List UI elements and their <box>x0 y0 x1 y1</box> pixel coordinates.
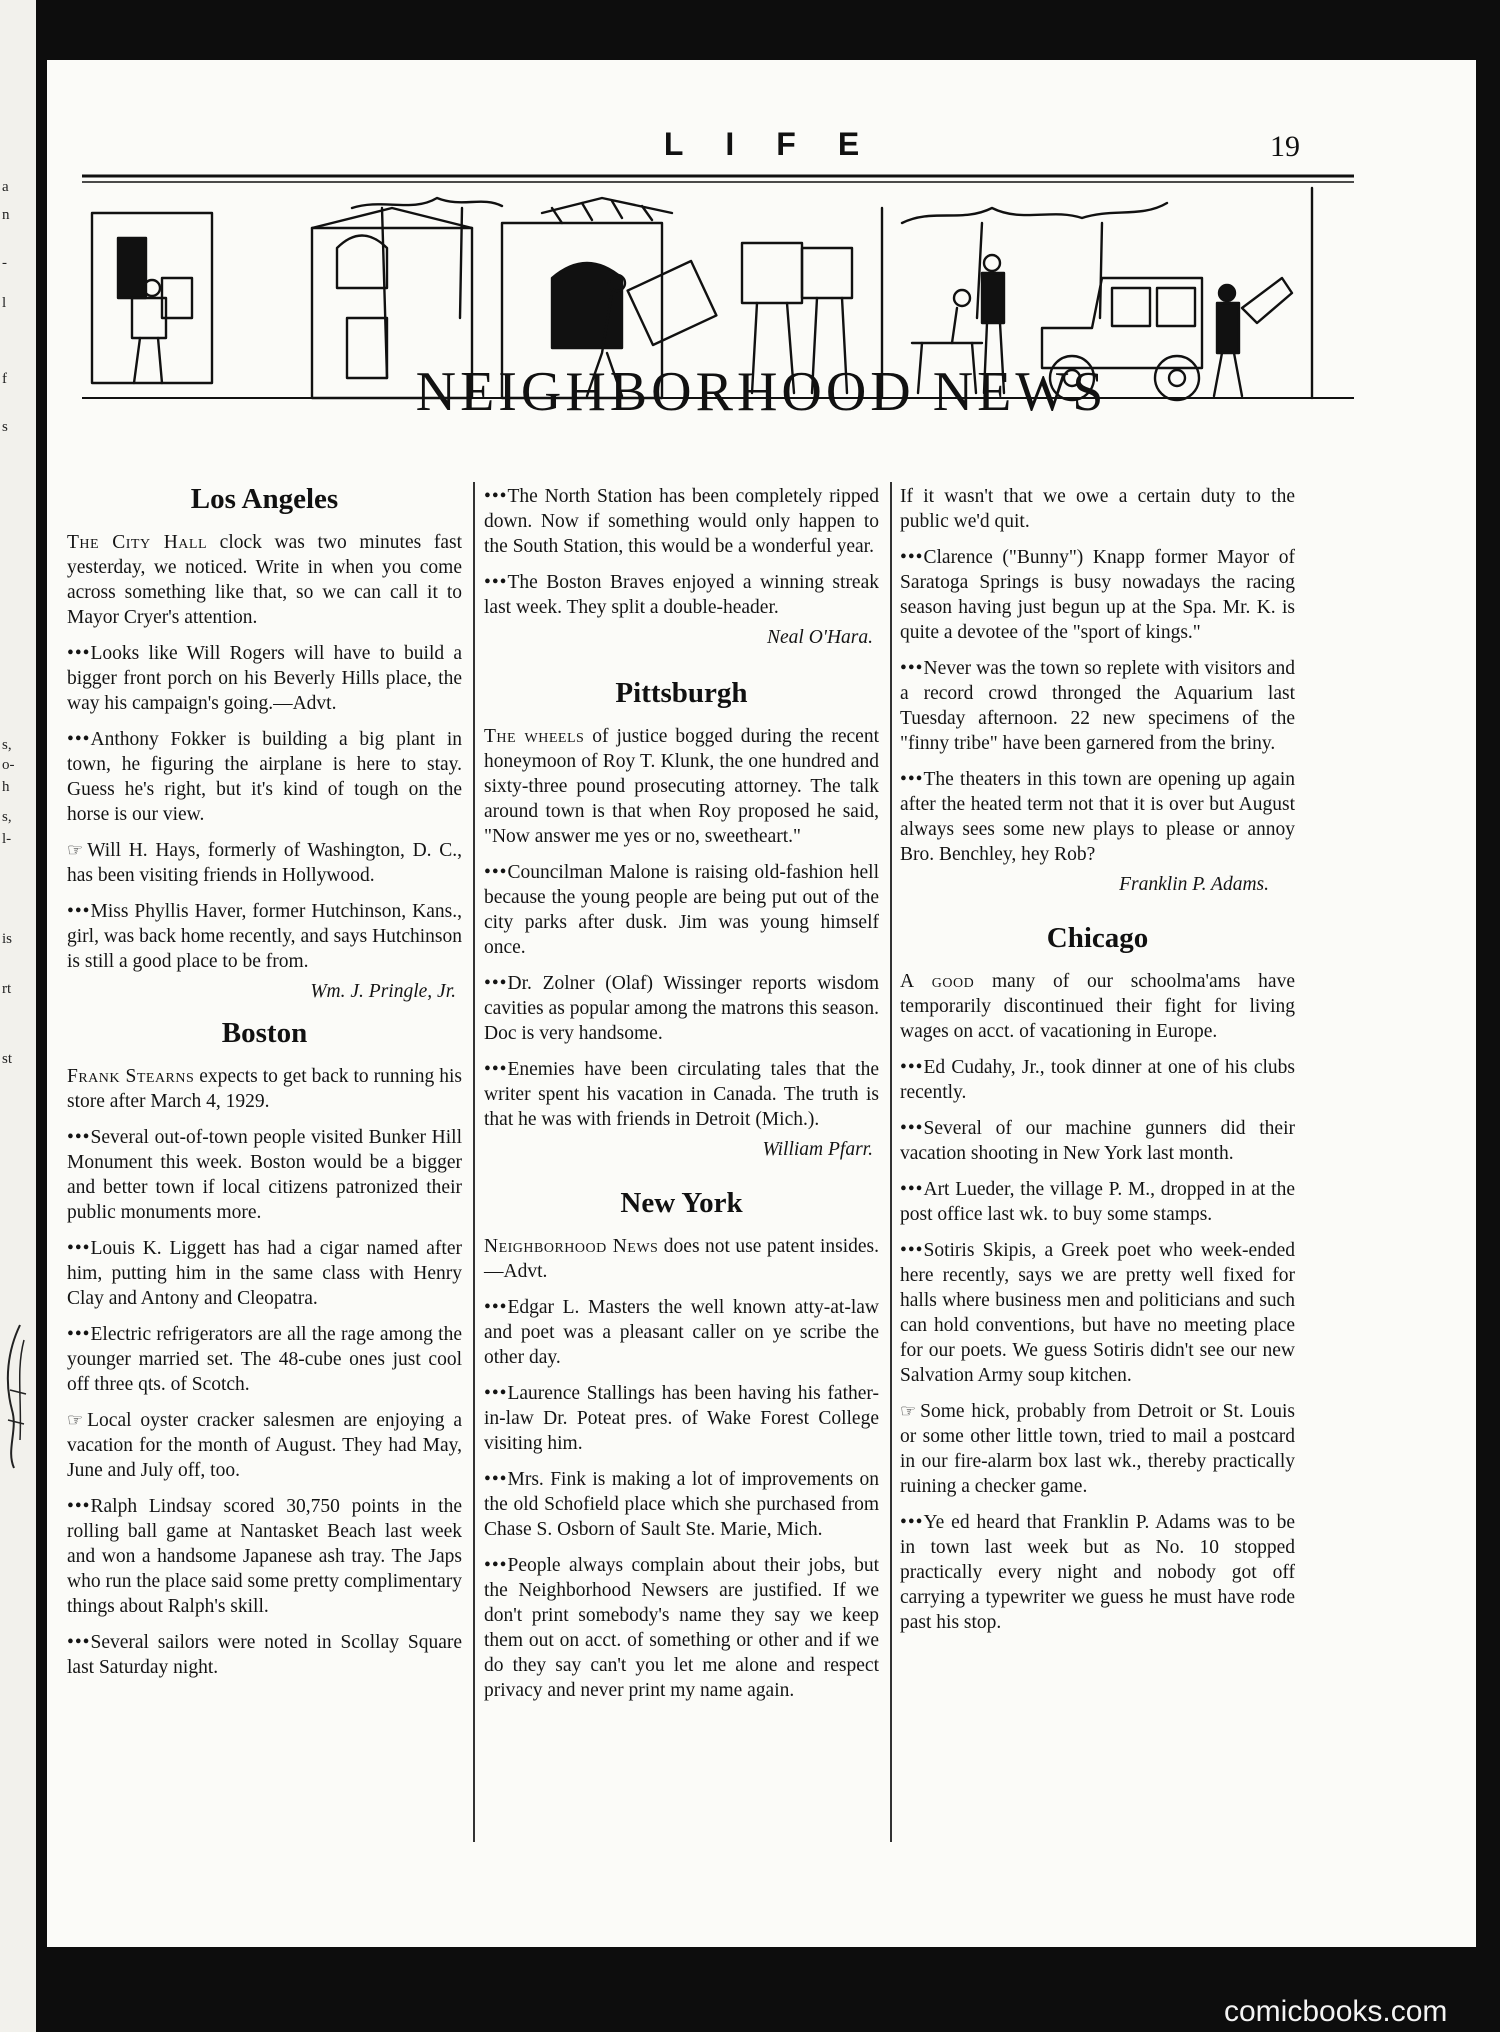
chicago-section <box>900 923 1295 1635</box>
article-paragraph <box>67 1408 462 1483</box>
item-marker: ••• <box>484 972 508 994</box>
column-2 <box>484 484 879 1714</box>
magazine-page <box>47 60 1476 1947</box>
item-marker: ••• <box>484 1382 508 1404</box>
section-title-new-york: New York <box>620 1186 743 1219</box>
item-marker: ••• <box>484 1296 508 1318</box>
column-rule <box>890 482 892 1842</box>
section-main-title: NEIGHBORHOOD NEWS <box>415 361 1108 423</box>
paragraph-text: If it wasn't that we owe a certain duty to the public we'd quit. <box>900 486 1295 532</box>
paragraph-text: expects to get back to running his store after March 4, 1929. <box>67 1065 463 1112</box>
margin-fragment: s, <box>2 809 12 825</box>
item-marker: ••• <box>900 1178 924 1200</box>
new-york-continued-section <box>900 484 1295 897</box>
boston-continued-section <box>484 484 879 650</box>
paragraph-text: Dr. Zolner (Olaf) Wissinger reports wisdom cavities as popular among the matrons this season. Doc is very handsome. <box>484 972 879 1044</box>
margin-fragment: - <box>2 255 7 271</box>
margin-fragment: a <box>2 179 9 195</box>
article-paragraph <box>67 899 462 974</box>
lead-words: The wheels <box>484 725 585 747</box>
pointing-hand-icon: ☞ <box>900 1400 917 1421</box>
paragraph-text: Some hick, probably from Detroit or St. Louis or some other little town, tried to mail a postcard in our fire-alarm box last wk., thereby practically ruining a checker game. <box>900 1400 1295 1497</box>
paragraph-text: clock was two minutes fast yesterday, we noticed. Write in when you come across something like that, so we can call it to Mayor Cryer's attention. <box>67 531 462 628</box>
pointing-hand-icon: ☞ <box>67 1409 84 1430</box>
pittsburgh-section <box>484 678 879 1162</box>
item-marker: ••• <box>900 1117 924 1139</box>
item-marker: ••• <box>67 728 91 750</box>
item-marker: ••• <box>67 642 91 664</box>
paragraph-text: many of our schoolma'ams have temporarily discontinued their fight for living wages on acct. of vacationing in Europe. <box>900 970 1295 1042</box>
margin-fragment: is <box>2 931 13 947</box>
item-marker: ••• <box>67 1495 91 1517</box>
article-paragraph <box>484 1295 879 1370</box>
new-york-section <box>484 1188 879 1703</box>
margin-fragment: rt <box>2 981 12 997</box>
paragraph-text: Several of our machine gunners did their vacation shooting in New York last month. <box>900 1117 1295 1164</box>
article-paragraph <box>67 1322 462 1397</box>
margin-fragment: s <box>2 419 8 435</box>
paragraph-text: Several out-of-town people visited Bunker Hill Monument this week. Boston would be a bigger and better town if local citizens patronized their public monuments more. <box>67 1126 462 1223</box>
los-angeles-section <box>67 484 462 1004</box>
item-marker: ••• <box>484 486 508 507</box>
paragraph-text: Councilman Malone is raising old-fashion hell because the young people are being put out of the city parks after dusk. Jim was young himself once. <box>484 861 879 958</box>
article-paragraph <box>67 1125 462 1225</box>
article-paragraph <box>67 641 462 716</box>
article-paragraph <box>900 656 1295 756</box>
item-marker: ••• <box>67 1237 91 1259</box>
paragraph-text: Miss Phyllis Haver, former Hutchinson, Kans., girl, was back home recently, and says Hutchinson is still a good place to be from. <box>67 900 462 972</box>
margin-fragment: s, <box>2 737 12 753</box>
paragraph-text: Mrs. Fink is making a lot of improvements on the old Schofield place which she purchased from Chase S. Osborn of Sault Ste. Marie, Mich. <box>484 1468 879 1540</box>
margin-fragment: l- <box>2 831 12 847</box>
item-marker: ••• <box>900 1239 924 1261</box>
section-title-boston: Boston <box>221 1016 308 1049</box>
author-signature: Neal O'Hara. <box>766 627 873 648</box>
article-paragraph <box>484 724 879 849</box>
article-paragraph <box>67 1236 462 1311</box>
article-paragraph <box>900 1116 1295 1166</box>
item-marker: ••• <box>900 547 924 568</box>
paragraph-text: People always complain about their jobs, but the Neighborhood Newsers are justified. If we don't print somebody's name they say we keep them out on acct. of something or other and if we do they say can't you let me alone and respect privacy and never print my name again. <box>484 1554 879 1701</box>
section-title-chicago: Chicago <box>1046 922 1149 954</box>
article-paragraph <box>900 1510 1295 1635</box>
paragraph-text: Ye ed heard that Franklin P. Adams was to be in town last week but as No. 10 stopped practically every night and nobody got off carrying a typewriter we guess he must have rode past his stop. <box>900 1511 1295 1633</box>
article-paragraph <box>900 767 1295 867</box>
article-paragraph <box>900 1238 1295 1388</box>
paragraph-text: Will H. Hays, formerly of Washington, D. C., has been visiting friends in Hollywood. <box>67 839 462 886</box>
item-marker: ••• <box>900 769 924 790</box>
section-title-los-angeles: Los Angeles <box>190 483 339 515</box>
item-marker: ••• <box>67 1126 91 1148</box>
paragraph-text: Clarence ("Bunny") Knapp former Mayor of Saratoga Springs is busy nowadays the racing season having just begun up at the Spa. Mr. K. is quite a devotee of the "sport of kings." <box>900 547 1295 643</box>
article-paragraph <box>484 1234 879 1284</box>
item-marker: ••• <box>484 1468 508 1490</box>
paragraph-text: does not use patent insides.—Advt. <box>484 1235 879 1282</box>
lead-words: A good <box>900 970 975 992</box>
article-paragraph <box>484 570 879 620</box>
paragraph-text: Looks like Will Rogers will have to build a bigger front porch on his Beverly Hills place, the way his campaign's going.—Advt. <box>67 642 462 714</box>
adjacent-page-strip <box>0 0 36 2032</box>
margin-fragment: st <box>2 1051 13 1067</box>
paragraph-text: The theaters in this town are opening up again after the heated term not that it is over but August always sees some new plays to please or annoy Bro. Benchley, hey Rob? <box>900 769 1295 865</box>
article-paragraph <box>484 1057 879 1132</box>
paragraph-text: The North Station has been completely ripped down. Now if something would only happen to the South Station, this would be a wonderful year. <box>484 486 879 557</box>
article-paragraph <box>900 1055 1295 1105</box>
margin-fragment: f <box>2 371 7 387</box>
article-paragraph <box>484 860 879 960</box>
author-signature: Franklin P. Adams. <box>1119 874 1269 895</box>
item-marker: ••• <box>900 1511 924 1533</box>
article-paragraph <box>900 1177 1295 1227</box>
margin-fragment: h <box>2 779 10 795</box>
paragraph-text: Anthony Fokker is building a big plant in town, he figuring the airplane is here to stay. Guess he's right, but it's kind of tough on the horse is our view. <box>67 728 462 825</box>
item-marker: ••• <box>67 1323 91 1345</box>
item-marker: ••• <box>67 900 91 922</box>
section-title-pittsburgh: Pittsburgh <box>615 677 748 709</box>
article-paragraph <box>484 1467 879 1542</box>
item-marker: ••• <box>67 1631 91 1653</box>
paragraph-text: Edgar L. Masters the well known atty-at-law and poet was a pleasant caller on ye scribe the other day. <box>484 1296 879 1368</box>
article-paragraph <box>484 484 879 559</box>
lead-words: Frank Stearns <box>67 1065 195 1087</box>
article-paragraph <box>900 545 1295 645</box>
paragraph-text: The Boston Braves enjoyed a winning streak last week. They split a double-header. <box>484 572 879 618</box>
article-paragraph <box>67 530 462 630</box>
paragraph-text: of justice bogged during the recent honeymoon of Roy T. Klunk, the one hundred and sixty-three pound prosecuting attorney. The talk around town is that when Roy proposed he said, "Now answer me yes or no, sweetheart." <box>484 725 879 847</box>
article-paragraph <box>484 1381 879 1456</box>
article-paragraph <box>67 838 462 888</box>
margin-fragment: o- <box>2 757 15 773</box>
author-signature: William Pfarr. <box>762 1138 873 1160</box>
lead-words: The City Hall <box>67 531 208 553</box>
article-paragraph <box>67 1494 462 1619</box>
paragraph-text: Electric refrigerators are all the rage among the younger married set. The 48-cube ones just cool off three qts. of Scotch. <box>67 1323 462 1395</box>
page-number: 19 <box>1270 130 1300 163</box>
paragraph-text: Local oyster cracker salesmen are enjoying a vacation for the month of August. They had May, June and July off, too. <box>67 1409 462 1481</box>
column-3 <box>900 484 1295 1646</box>
paragraph-text: Louis K. Liggett has had a cigar named after him, putting him in the same class with Henry Clay and Antony and Cleopatra. <box>67 1237 462 1309</box>
paragraph-text: Ralph Lindsay scored 30,750 points in the rolling ball game at Nantasket Beach last week and won a handsome Japanese ash tray. The Japs who run the place said some pretty complimentary things about Ralph's skill. <box>67 1495 462 1617</box>
item-marker: ••• <box>900 1056 924 1078</box>
paragraph-text: Several sailors were noted in Scollay Square last Saturday night. <box>67 1631 462 1678</box>
margin-figure-sketch <box>0 1320 34 1470</box>
margin-fragment: l <box>2 295 7 311</box>
watermark-text: comicbooks.com <box>1224 1995 1448 2028</box>
item-marker: ••• <box>900 658 924 679</box>
column-rule <box>473 482 475 1842</box>
magazine-title: LIFE <box>663 126 902 162</box>
article-paragraph <box>67 1630 462 1680</box>
article-paragraph <box>484 971 879 1046</box>
item-marker: ••• <box>484 861 508 883</box>
column-1 <box>67 484 462 1691</box>
paragraph-text: Enemies have been circulating tales that the writer spent his vacation in Canada. The truth is that he was with friends in Detroit (Mich.). <box>484 1058 879 1130</box>
paragraph-text: Never was the town so replete with visitors and a record crowd thronged the Aquarium last Tuesday afternoon. 22 new specimens of the "finny tribe" have been garnered from the briny. <box>900 658 1295 754</box>
paragraph-text: Ed Cudahy, Jr., took dinner at one of his clubs recently. <box>900 1056 1295 1103</box>
article-paragraph <box>900 969 1295 1044</box>
paragraph-text: Laurence Stallings has been having his father-in-law Dr. Poteat pres. of Wake Forest College visiting him. <box>484 1382 879 1454</box>
pointing-hand-icon: ☞ <box>67 839 84 860</box>
boston-section <box>67 1018 462 1680</box>
paragraph-text: Art Lueder, the village P. M., dropped in at the post office last wk. to buy some stamps. <box>900 1178 1295 1225</box>
item-marker: ••• <box>484 572 508 593</box>
item-marker: ••• <box>484 1058 508 1080</box>
margin-fragment: n <box>2 207 10 223</box>
article-paragraph <box>484 1553 879 1703</box>
article-paragraph <box>900 1399 1295 1499</box>
article-paragraph <box>67 727 462 827</box>
item-marker: ••• <box>484 1554 508 1576</box>
author-signature: Wm. J. Pringle, Jr. <box>310 980 456 1002</box>
paragraph-text: Sotiris Skipis, a Greek poet who week-ended here recently, says we are pretty well fixed for halls where business men and politicians and such can hold conventions, but have no meeting place for our poets. We guess Sotiris didn't see our new Salvation Army soup kitchen. <box>900 1239 1295 1386</box>
article-paragraph <box>67 1064 462 1114</box>
article-paragraph <box>900 484 1295 534</box>
lead-words: Neighborhood News <box>484 1235 659 1257</box>
